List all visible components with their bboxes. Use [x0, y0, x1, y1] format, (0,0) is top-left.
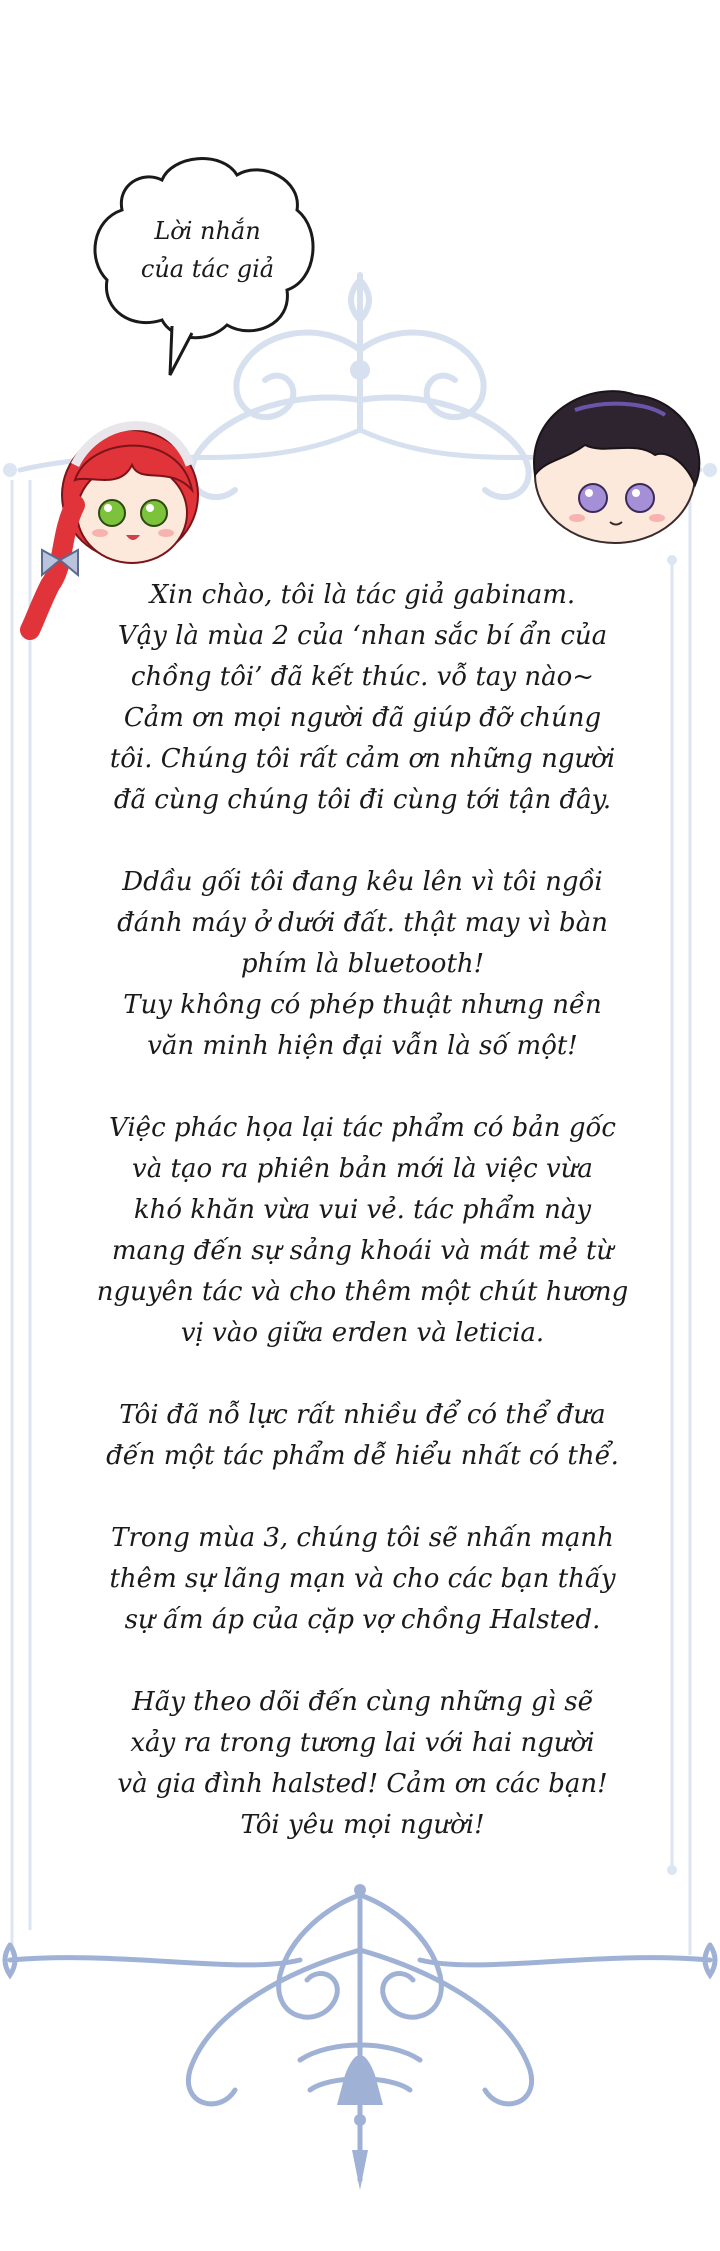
message-line: Tôi yêu mọi người! [240, 1810, 485, 1840]
message-line: khó khăn vừa vui vẻ. tác phẩm này [133, 1195, 592, 1225]
bottom-ornament [5, 1895, 715, 2180]
message-line: tôi. Chúng tôi rất cảm ơn những người [109, 744, 616, 774]
message-line: mang đến sự sảng khoái và mát mẻ từ [111, 1236, 614, 1266]
message-line: Tuy không có phép thuật nhưng nền [123, 990, 602, 1020]
message-paragraph [95, 1682, 630, 1846]
message-line: và gia đình halsted! Cảm ơn các bạn! [117, 1769, 608, 1799]
bubble-line: của tác giả [140, 255, 275, 283]
message-paragraph [95, 1518, 630, 1641]
message-line: chồng tôi’ đã kết thúc. vỗ tay nào~ [130, 662, 595, 692]
author-message [95, 575, 630, 1887]
message-line: Vậy là mùa 2 của ‘nhan sắc bí ẩn của [117, 621, 608, 651]
message-line: Trong mùa 3, chúng tôi sẽ nhấn mạnh [111, 1523, 614, 1553]
message-paragraph [95, 1108, 630, 1354]
bubble-line: Lời nhắn [154, 217, 261, 245]
message-line: vị vào giữa erden và leticia. [180, 1318, 545, 1348]
message-line: nguyên tác và cho thêm một chút hương [96, 1277, 629, 1307]
message-line: Tôi đã nỗ lực rất nhiều để có thể đưa [119, 1400, 606, 1430]
message-line: văn minh hiện đại vẫn là số một! [147, 1031, 578, 1061]
message-line: Hãy theo dõi đến cùng những gì sẽ [132, 1687, 593, 1717]
message-line: Việc phác họa lại tác phẩm có bản gốc [109, 1113, 616, 1143]
message-line: Ddầu gối tôi đang kêu lên vì tôi ngồi [122, 867, 603, 897]
dark-haired-boy-illustration [515, 380, 715, 560]
message-line: đã cùng chúng tôi đi cùng tới tận đây. [113, 785, 612, 815]
message-line: thêm sự lãng mạn và cho các bạn thấy [109, 1564, 616, 1594]
message-line: đến một tác phẩm dễ hiểu nhất có thể. [106, 1441, 619, 1471]
bubble-title [120, 212, 295, 288]
message-line: sự ấm áp của cặp vợ chồng Halsted. [124, 1605, 601, 1635]
message-line: Cảm ơn mọi người đã giúp đỡ chúng [123, 703, 602, 733]
message-paragraph [95, 1395, 630, 1477]
message-paragraph [95, 575, 630, 821]
message-line: và tạo ra phiên bản mới là việc vừa [132, 1154, 593, 1184]
message-line: đánh máy ở dưới đất. thật may vì bàn [117, 908, 608, 938]
message-line: Xin chào, tôi là tác giả gabinam. [149, 580, 576, 610]
message-paragraph [95, 862, 630, 1067]
message-line: xảy ra trong tương lai với hai người [130, 1728, 595, 1758]
message-line: phím là bluetooth! [240, 949, 485, 979]
